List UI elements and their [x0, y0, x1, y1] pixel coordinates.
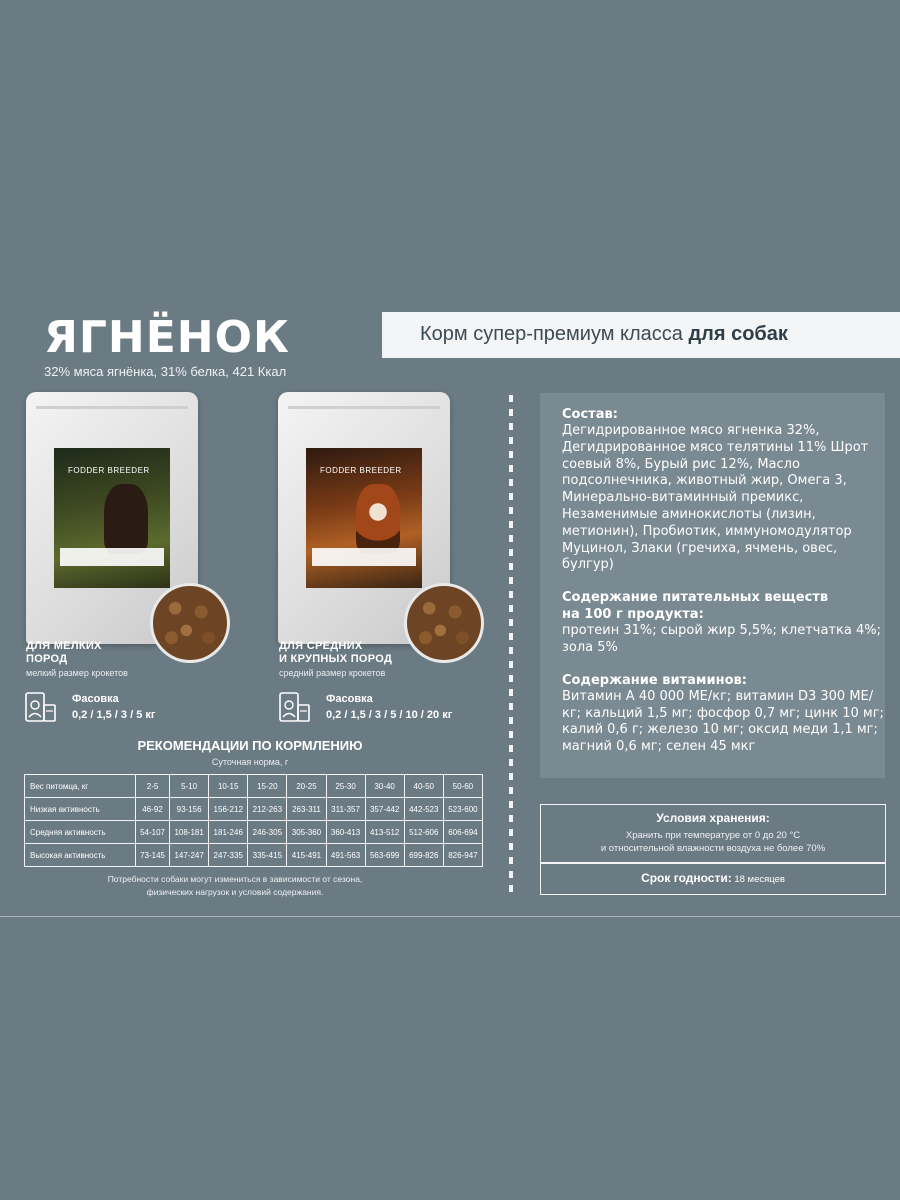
packing-values: 0,2 / 1,5 / 3 / 5 / 10 / 20 кг [326, 709, 453, 721]
packing-title: Фасовка [72, 693, 119, 705]
dog-image [104, 484, 148, 554]
row-label: Низкая активность [25, 798, 136, 821]
table-cell: 491-563 [326, 844, 365, 867]
storage-box [540, 804, 886, 864]
table-cell: 523-600 [443, 798, 482, 821]
table-cell: 263-311 [287, 798, 326, 821]
row-label: Средняя активность [25, 821, 136, 844]
kibble-size: мелкий размер крокетов [26, 668, 128, 678]
product-type-line: ДЛЯ СРЕДНИХ [279, 640, 363, 652]
table-cell: 335-415 [248, 844, 287, 867]
shelf-life-value: 18 месяцев [731, 874, 785, 885]
table-cell: 10-15 [209, 775, 248, 798]
table-cell: 25-30 [326, 775, 365, 798]
table-header-row [25, 775, 483, 798]
packing-title: Фасовка [326, 693, 373, 705]
kibble-size: средний размер крокетов [279, 668, 386, 678]
nutrients-text: протеин 31%; сырой жир 5,5%; клетчатка 4%; зола 5% [562, 623, 881, 655]
table-cell: 699-826 [404, 844, 443, 867]
brand-logo: FODDER BREEDER [320, 466, 402, 475]
kibble-image [150, 583, 230, 663]
product-type-line: ДЛЯ МЕЛКИХ [26, 640, 102, 652]
table-cell: 156-212 [209, 798, 248, 821]
table-cell: 108-181 [170, 821, 209, 844]
banner-bold: для собак [688, 323, 788, 345]
table-cell: 606-694 [443, 821, 482, 844]
feeding-note-line: Потребности собаки могут измениться в зависимости от сезона, [107, 874, 363, 884]
table-cell: 413-512 [365, 821, 404, 844]
storage-line: и относительной влажности воздуха не более 70% [600, 843, 826, 854]
product-subtitle: 32% мяса ягнёнка, 31% белка, 421 Ккал [44, 364, 287, 379]
product-type-line: ПОРОД [26, 653, 68, 665]
table-cell: 73-145 [136, 844, 170, 867]
storage-title: Условия хранения: [656, 811, 770, 825]
table-cell: 305-360 [287, 821, 326, 844]
kibble-image [404, 583, 484, 663]
table-cell: 5-10 [170, 775, 209, 798]
table-row [25, 844, 483, 867]
bag-icon [276, 691, 312, 725]
table-row [25, 821, 483, 844]
table-cell: 93-156 [170, 798, 209, 821]
pack-label [54, 448, 170, 588]
feeding-table [24, 774, 483, 867]
row-label: Высокая активность [25, 844, 136, 867]
dotted-divider [509, 395, 513, 895]
product-type-line: И КРУПНЫХ ПОРОД [279, 653, 393, 665]
nutrients-title: Содержание питательных веществ [562, 590, 829, 606]
composition-title: Состав: [562, 407, 618, 422]
table-cell: 246-305 [248, 821, 287, 844]
product-title: ЯГНЁНОК [44, 312, 290, 363]
banner-text: Корм супер-премиум класса [420, 323, 689, 345]
table-cell: 40-50 [404, 775, 443, 798]
table-cell: 147-247 [170, 844, 209, 867]
pack-label [306, 448, 422, 588]
table-cell: 512-606 [404, 821, 443, 844]
table-cell: 50-60 [443, 775, 482, 798]
composition-text: Дегидрированное мясо ягненка 32%, Дегидрированное мясо телятины 11% Шрот соевый 8%, Бурый рис 12%, Масло подсолнечника, животный жир, Омега 3, Минерально-витаминный премикс, Незаменимые аминокислоты (лизин, метионин), Пробиотик, иммуномодулятор Муцинол, Злаки (гречиха, ячмень, овес, булгур) [562, 423, 869, 573]
shelf-life-label: Срок годности: [641, 871, 732, 885]
dog-image [356, 484, 400, 554]
table-cell: 54-107 [136, 821, 170, 844]
table-cell: 442-523 [404, 798, 443, 821]
pack-info-strip [60, 548, 164, 566]
shelf-life-box [540, 862, 886, 895]
feeding-title: РЕКОМЕНДАЦИИ ПО КОРМЛЕНИЮ [137, 738, 363, 753]
table-cell: 15-20 [248, 775, 287, 798]
table-cell: 212-263 [248, 798, 287, 821]
table-cell: 415-491 [287, 844, 326, 867]
feeding-note [0, 873, 470, 899]
vitamins-title: Содержание витаминов: [562, 672, 747, 688]
table-cell: 826-947 [443, 844, 482, 867]
nutrients-title: на 100 г продукта: [562, 607, 704, 623]
feeding-note-line: физических нагрузок и условий содержания. [146, 887, 324, 897]
table-cell: 357-442 [365, 798, 404, 821]
table-cell: 181-246 [209, 821, 248, 844]
table-cell: 20-25 [287, 775, 326, 798]
table-row [25, 798, 483, 821]
table-header-label: Вес питомца, кг [25, 775, 136, 798]
vitamins-text: Витамин А 40 000 МЕ/кг; витамин D3 300 МЕ/кг; кальций 1,5 мг; фосфор 0,7 мг; цинк 10 мг; калий 0,6 г; железо 10 мг; оксид меди 1,1 мг; магний 0,6 мг; селен 45 мкг [562, 688, 884, 755]
bottom-divider [0, 916, 900, 917]
product-type-small [26, 640, 102, 666]
table-cell: 311-357 [326, 798, 365, 821]
packing-values: 0,2 / 1,5 / 3 / 5 кг [72, 709, 156, 721]
table-cell: 46-92 [136, 798, 170, 821]
table-cell: 2-5 [136, 775, 170, 798]
table-cell: 247-335 [209, 844, 248, 867]
table-cell: 563-699 [365, 844, 404, 867]
pack-info-strip [312, 548, 416, 566]
bag-icon [22, 691, 58, 725]
feeding-subtitle: Суточная норма, г [211, 757, 289, 767]
banner [382, 312, 900, 358]
composition-panel [540, 393, 885, 778]
brand-logo: FODDER BREEDER [68, 466, 150, 475]
storage-line: Хранить при температуре от 0 до 20 °С [625, 830, 801, 841]
table-cell: 30-40 [365, 775, 404, 798]
table-cell: 360-413 [326, 821, 365, 844]
product-type-large [279, 640, 392, 666]
